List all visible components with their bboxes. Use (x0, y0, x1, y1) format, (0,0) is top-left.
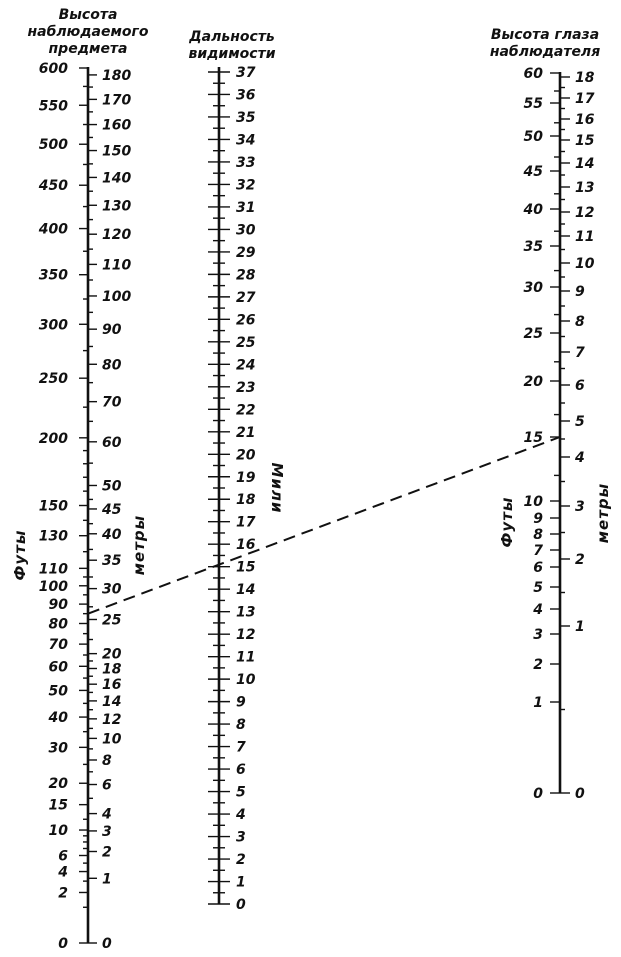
distance-label-36: 36 (236, 87, 256, 104)
distance-label-6: 6 (236, 762, 246, 779)
eye-meter-label-0: 0 (575, 786, 585, 802)
eye-meter-label-2: 2 (575, 552, 585, 568)
visibility-distance-scale (188, 29, 286, 913)
object-feet-label-2: 2 (58, 885, 68, 902)
eye-meter-label-11: 11 (575, 229, 595, 245)
eye-feet-label-10: 10 (523, 494, 543, 510)
object-meter-label-3: 3 (102, 823, 112, 840)
distance-label-12: 12 (236, 627, 256, 644)
distance-label-26: 26 (236, 312, 256, 329)
object-meter-label-60: 60 (102, 434, 122, 451)
eye-meter-label-1: 1 (575, 619, 585, 635)
eye-feet-label-5: 5 (533, 580, 543, 596)
eye-feet-label-40: 40 (523, 202, 543, 218)
object-meter-label-14: 14 (102, 693, 122, 710)
object-meter-label-150: 150 (102, 143, 132, 160)
eye-feet-label-35: 35 (523, 239, 543, 255)
distance-label-13: 13 (236, 604, 256, 621)
object-feet-label-200: 200 (38, 430, 68, 447)
object-scale-ticks (38, 61, 132, 952)
distance-label-29: 29 (236, 244, 256, 261)
object-meter-label-4: 4 (102, 806, 112, 823)
object-feet-label-15: 15 (48, 797, 68, 814)
eye-feet-label-55: 55 (523, 96, 543, 112)
object-meter-label-180: 180 (102, 67, 132, 84)
object-meter-label-25: 25 (102, 612, 122, 629)
object-meter-label-110: 110 (102, 257, 132, 274)
eye-meter-label-13: 13 (575, 180, 595, 196)
eye-meter-label-3: 3 (575, 499, 585, 515)
distance-label-1: 1 (236, 874, 246, 891)
eye-scale-title-line-2: наблюдателя (489, 44, 601, 60)
distance-label-4: 4 (236, 807, 246, 824)
object-feet-label-110: 110 (38, 561, 68, 578)
distance-label-10: 10 (236, 672, 256, 689)
object-scale-title-line-1: Высота (58, 7, 118, 23)
eye-scale-left-unit: Футы (498, 496, 516, 548)
eye-feet-label-3: 3 (533, 627, 543, 643)
eye-feet-label-7: 7 (533, 543, 543, 559)
distance-label-31: 31 (236, 199, 256, 216)
object-feet-label-40: 40 (48, 710, 68, 727)
eye-meter-label-14: 14 (575, 156, 595, 172)
object-meter-label-45: 45 (102, 501, 122, 518)
eye-feet-label-50: 50 (523, 129, 543, 145)
distance-label-9: 9 (236, 694, 246, 711)
object-scale-left-unit: Футы (11, 529, 29, 581)
eye-meter-label-16: 16 (575, 112, 595, 128)
eye-feet-label-1: 1 (533, 695, 543, 711)
distance-scale-ticks (208, 65, 256, 913)
object-meter-label-80: 80 (102, 357, 122, 374)
distance-label-3: 3 (236, 829, 246, 846)
object-meter-label-2: 2 (102, 844, 112, 861)
object-feet-label-300: 300 (38, 317, 68, 334)
object-meter-label-40: 40 (102, 526, 122, 543)
object-meter-label-160: 160 (102, 117, 132, 134)
eye-feet-label-2: 2 (533, 657, 543, 673)
distance-label-14: 14 (236, 582, 256, 599)
distance-label-15: 15 (236, 559, 256, 576)
object-meter-label-20: 20 (102, 646, 122, 663)
object-meter-label-6: 6 (102, 777, 112, 794)
object-feet-label-100: 100 (38, 578, 68, 595)
eye-meter-label-17: 17 (575, 91, 595, 107)
object-feet-label-80: 80 (48, 616, 68, 633)
eye-feet-label-60: 60 (523, 66, 543, 82)
object-feet-label-50: 50 (48, 683, 68, 700)
object-meter-label-170: 170 (102, 92, 132, 109)
object-feet-label-250: 250 (38, 371, 68, 388)
eye-feet-label-8: 8 (533, 527, 543, 543)
object-feet-label-30: 30 (48, 740, 68, 757)
example-solution-line (88, 434, 560, 614)
eye-feet-label-25: 25 (523, 326, 543, 342)
eye-meter-label-7: 7 (575, 345, 585, 361)
object-feet-label-4: 4 (58, 864, 68, 881)
object-meter-label-70: 70 (102, 394, 122, 411)
distance-label-35: 35 (236, 109, 256, 126)
distance-label-34: 34 (236, 132, 256, 149)
distance-label-32: 32 (236, 177, 256, 194)
distance-label-25: 25 (236, 334, 256, 351)
object-meter-label-30: 30 (102, 581, 122, 598)
observer-eye-height-scale (490, 27, 612, 802)
object-feet-label-20: 20 (48, 776, 68, 793)
object-feet-label-350: 350 (38, 267, 68, 284)
object-meter-label-50: 50 (102, 478, 122, 495)
eye-feet-label-9: 9 (533, 511, 543, 527)
object-feet-label-150: 150 (38, 498, 68, 515)
distance-label-24: 24 (236, 357, 256, 374)
eye-meter-label-15: 15 (575, 133, 595, 149)
object-feet-label-450: 450 (38, 178, 68, 195)
eye-scale-right-unit: метры (594, 482, 612, 544)
object-feet-label-70: 70 (48, 637, 68, 654)
object-feet-label-10: 10 (48, 823, 68, 840)
object-scale-right-unit: метры (130, 514, 148, 576)
object-meter-label-100: 100 (102, 288, 132, 305)
eye-feet-label-20: 20 (523, 374, 543, 390)
distance-label-21: 21 (236, 424, 256, 441)
distance-label-33: 33 (236, 154, 256, 171)
distance-label-18: 18 (236, 492, 256, 509)
distance-label-5: 5 (236, 784, 246, 801)
object-feet-label-130: 130 (38, 528, 68, 545)
eye-feet-label-30: 30 (523, 280, 543, 296)
object-feet-label-90: 90 (48, 597, 68, 614)
object-feet-label-6: 6 (58, 848, 68, 865)
eye-meter-label-9: 9 (575, 284, 585, 300)
object-scale-title-line-2: наблюдаемого (27, 24, 149, 40)
object-feet-label-500: 500 (38, 137, 68, 154)
eye-scale-title-line-1: Высота глаза (490, 27, 600, 43)
distance-label-0: 0 (236, 897, 246, 913)
distance-label-7: 7 (236, 739, 246, 756)
distance-label-2: 2 (236, 852, 246, 869)
distance-label-22: 22 (236, 402, 256, 419)
eye-feet-label-45: 45 (523, 164, 543, 180)
object-meter-label-10: 10 (102, 731, 122, 748)
object-meter-label-0: 0 (102, 936, 112, 952)
object-scale-title-line-3: предмета (48, 41, 128, 57)
object-feet-label-400: 400 (38, 221, 68, 238)
object-feet-label-600: 600 (38, 61, 68, 77)
object-meter-label-90: 90 (102, 322, 122, 339)
object-meter-label-8: 8 (102, 752, 112, 769)
distance-label-30: 30 (236, 222, 256, 239)
eye-meter-label-6: 6 (575, 378, 585, 394)
object-feet-label-550: 550 (38, 98, 68, 115)
object-meter-label-140: 140 (102, 170, 132, 187)
distance-scale-title-line-2: видимости (188, 46, 276, 62)
object-meter-label-130: 130 (102, 198, 132, 215)
object-meter-label-120: 120 (102, 227, 132, 244)
distance-label-37: 37 (236, 65, 256, 81)
eye-feet-label-6: 6 (533, 560, 543, 576)
eye-feet-label-15: 15 (523, 430, 543, 446)
eye-meter-label-18: 18 (575, 70, 595, 86)
eye-feet-label-4: 4 (533, 602, 543, 618)
object-feet-label-0: 0 (58, 936, 68, 952)
eye-meter-label-5: 5 (575, 414, 585, 430)
object-feet-label-60: 60 (48, 659, 68, 676)
distance-label-17: 17 (236, 514, 256, 531)
object-height-scale (11, 7, 149, 952)
distance-scale-title-line-1: Дальность (189, 29, 275, 45)
eye-meter-label-12: 12 (575, 205, 595, 221)
distance-label-19: 19 (236, 469, 256, 486)
object-meter-label-18: 18 (102, 661, 122, 678)
eye-scale-ticks (523, 66, 595, 802)
eye-meter-label-10: 10 (575, 256, 595, 272)
distance-label-20: 20 (236, 447, 256, 464)
distance-label-11: 11 (236, 649, 256, 666)
eye-meter-label-8: 8 (575, 314, 585, 330)
distance-label-23: 23 (236, 379, 256, 396)
object-meter-label-35: 35 (102, 553, 122, 570)
eye-feet-label-0: 0 (533, 786, 543, 802)
eye-meter-label-4: 4 (575, 450, 585, 466)
object-meter-label-12: 12 (102, 711, 122, 728)
distance-label-16: 16 (236, 537, 256, 554)
distance-label-8: 8 (236, 717, 246, 734)
distance-scale-unit: Мили (268, 462, 286, 514)
object-meter-label-16: 16 (102, 677, 122, 694)
object-meter-label-1: 1 (102, 871, 112, 888)
distance-label-27: 27 (236, 289, 256, 306)
distance-label-28: 28 (236, 267, 256, 284)
